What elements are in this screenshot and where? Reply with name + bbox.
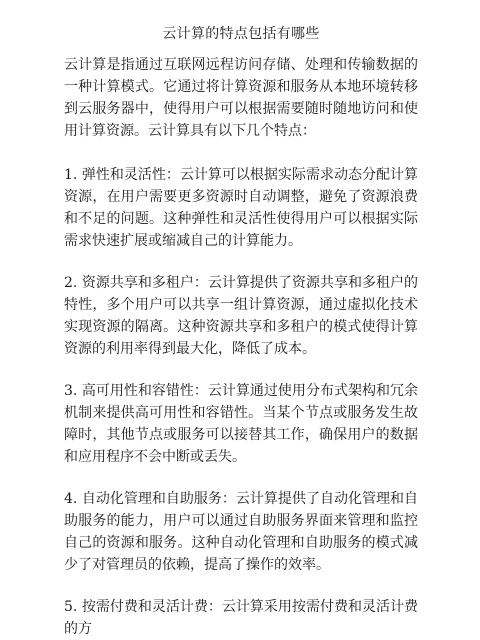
point-paragraph-1: 1. 弹性和灵活性：云计算可以根据实际需求动态分配计算资源，在用户需要更多资源时自动调整，避免了资源浪费和不足的问题。这种弹性和灵活性使得用户可以根据实际需求快速扩展或缩减自己的计算能力。 bbox=[64, 167, 418, 249]
point-paragraph-2: 2. 资源共享和多租户：云计算提供了资源共享和多租户的特性，多个用户可以共享一组计算资源，通过虚拟化技术实现资源的隔离。这种资源共享和多租户的模式使得计算资源的利用率得到最大化，降低了成本。 bbox=[64, 275, 418, 357]
point-paragraph-3: 3. 高可用性和容错性：云计算通过使用分布式架构和冗余机制来提供高可用性和容错性。当某个节点或服务发生故障时，其他节点或服务可以接替其工作，确保用户的数据和应用程序不会中断或丢失。 bbox=[64, 383, 418, 465]
intro-paragraph: 云计算是指通过互联网远程访问存储、处理和传输数据的一种计算模式。它通过将计算资源和服务从本地环境转移到云服务器中，使得用户可以根据需要随时随地访问和使用计算资源。云计算具有以下几个特点： bbox=[64, 57, 418, 139]
point-paragraph-5: 5. 按需付费和灵活计费：云计算采用按需付费和灵活计费的方 bbox=[64, 599, 418, 637]
point-paragraph-4: 4. 自动化管理和自助服务：云计算提供了自动化管理和自助服务的能力，用户可以通过自助服务界面来管理和监控自己的资源和服务。这种自动化管理和自助服务的模式减少了对管理员的依赖，提高了操作的效率。 bbox=[64, 491, 418, 573]
document-title: 云计算的特点包括有哪些 bbox=[162, 26, 320, 42]
